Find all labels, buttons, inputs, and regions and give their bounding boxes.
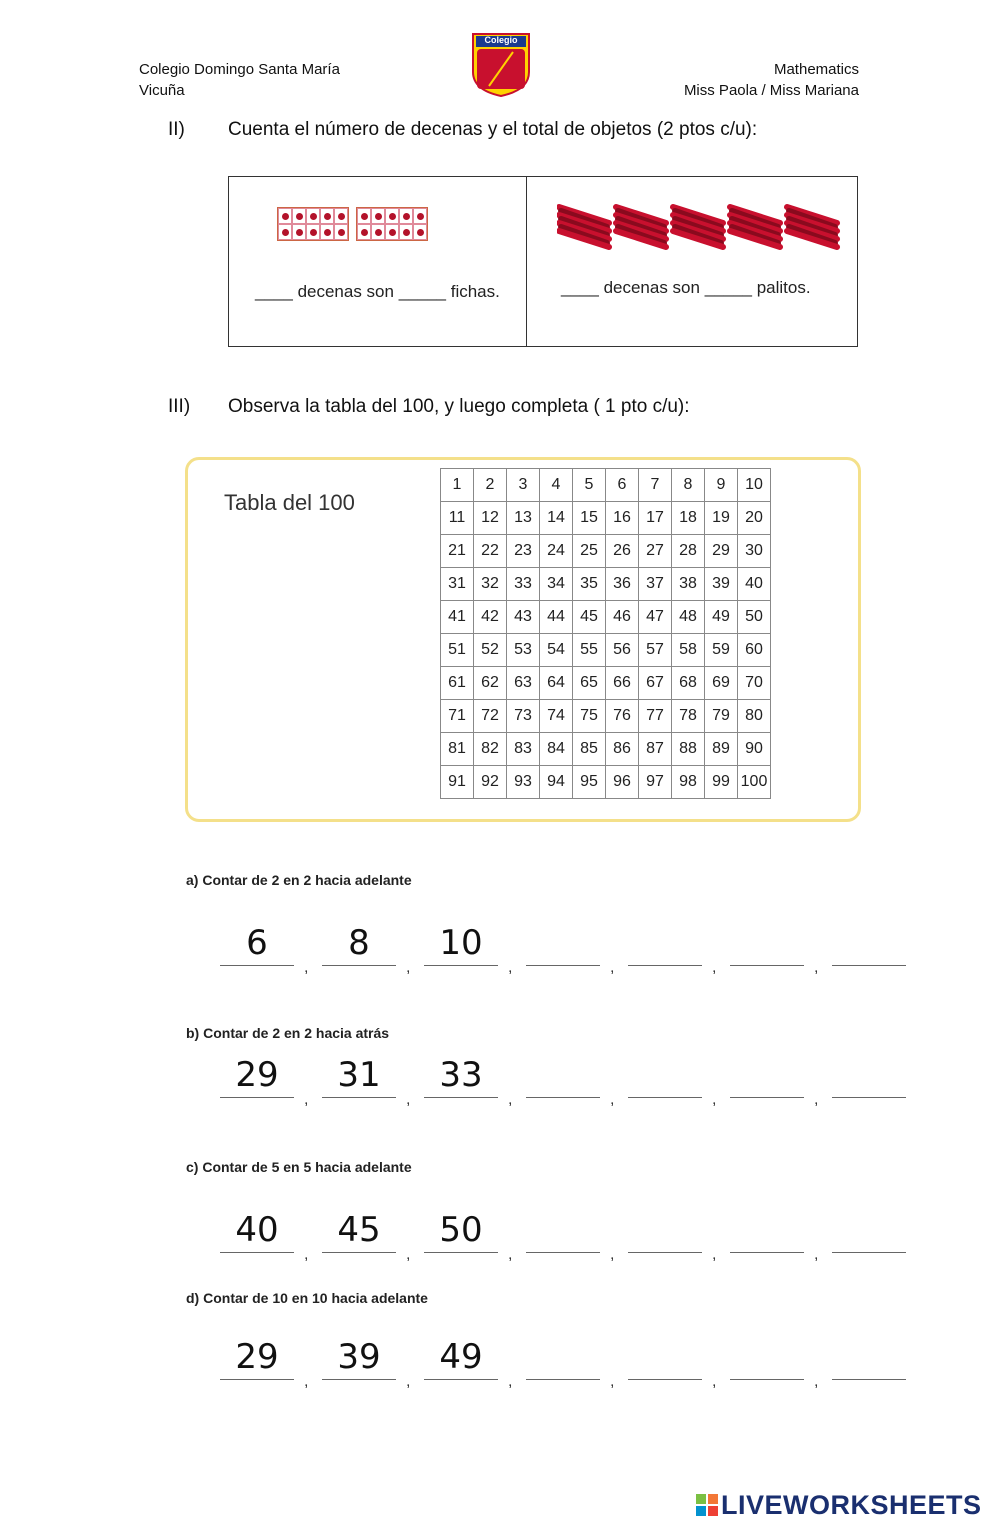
ten-frames (277, 207, 428, 241)
answer-blank[interactable] (628, 1210, 702, 1253)
total-blank[interactable]: _____ (398, 282, 446, 301)
comma-separator: , (712, 1246, 717, 1263)
palitos-sentence (561, 278, 811, 298)
hundred-table-cell: 52 (474, 634, 507, 667)
comma-separator: , (508, 1091, 513, 1108)
answer-blank[interactable] (730, 1210, 804, 1253)
answer-blank[interactable] (526, 1337, 600, 1380)
hundred-table-row (441, 766, 771, 799)
hundred-table-cell: 55 (573, 634, 606, 667)
comma-separator: , (610, 1091, 615, 1108)
hundred-table-cell: 41 (441, 601, 474, 634)
stick-bundle (787, 207, 837, 247)
hundred-table-cell: 45 (573, 601, 606, 634)
hundred-table-cell: 80 (738, 700, 771, 733)
fichas-sentence (255, 282, 500, 302)
hundred-table-cell: 2 (474, 469, 507, 502)
hundred-table-cell: 5 (573, 469, 606, 502)
hundred-table-cell: 58 (672, 634, 705, 667)
tens-label: decenas son (297, 282, 394, 301)
stick-bundle (616, 207, 666, 247)
hundred-table-cell: 82 (474, 733, 507, 766)
hundred-table-cell: 7 (639, 469, 672, 502)
hundred-table-cell: 61 (441, 667, 474, 700)
tens-label: decenas son (603, 278, 700, 297)
hundred-table-cell: 64 (540, 667, 573, 700)
hundred-table-cell: 50 (738, 601, 771, 634)
hundred-table-cell: 85 (573, 733, 606, 766)
hundred-table-cell: 70 (738, 667, 771, 700)
comma-separator: , (814, 1246, 819, 1263)
hundred-table-row (441, 568, 771, 601)
hundred-table-cell: 79 (705, 700, 738, 733)
hundred-table-cell: 78 (672, 700, 705, 733)
hundred-table-cell: 13 (507, 502, 540, 535)
given-number: 31 (322, 1055, 396, 1098)
section2-title: Cuenta el número de decenas y el total de objetos (2 ptos c/u): (228, 119, 758, 140)
tens-blank[interactable]: ____ (255, 282, 293, 301)
ten-frame (356, 207, 428, 241)
hundred-table-cell: 96 (606, 766, 639, 799)
palitos-label: palitos. (756, 278, 811, 297)
hundred-table-cell: 53 (507, 634, 540, 667)
hundred-table-cell: 18 (672, 502, 705, 535)
fichas-label: fichas. (450, 282, 500, 301)
hundred-table-row (441, 634, 771, 667)
given-number: 10 (424, 923, 498, 966)
hundred-table-cell: 69 (705, 667, 738, 700)
hundred-table-cell: 37 (639, 568, 672, 601)
hundred-table-cell: 10 (738, 469, 771, 502)
hundred-table-cell: 11 (441, 502, 474, 535)
hundred-table-cell: 6 (606, 469, 639, 502)
given-number: 29 (220, 1055, 294, 1098)
given-number: 40 (220, 1210, 294, 1253)
logo-text: Colegio (484, 35, 518, 45)
school-logo (471, 32, 531, 98)
school-name: Colegio Domingo Santa María (139, 61, 340, 78)
hundred-table-cell: 76 (606, 700, 639, 733)
hundred-table-row (441, 502, 771, 535)
given-number: 49 (424, 1337, 498, 1380)
comma-separator: , (304, 1091, 309, 1108)
tens-blank[interactable]: ____ (561, 278, 599, 297)
hundred-table-cell: 42 (474, 601, 507, 634)
hundred-table-cell: 74 (540, 700, 573, 733)
hundred-table-cell: 46 (606, 601, 639, 634)
hundred-table-cell: 25 (573, 535, 606, 568)
hundred-table-cell: 73 (507, 700, 540, 733)
hundred-table-cell: 86 (606, 733, 639, 766)
exercise-label: d) Contar de 10 en 10 hacia adelante (186, 1290, 428, 1306)
hundred-table-cell: 75 (573, 700, 606, 733)
comma-separator: , (712, 1091, 717, 1108)
hundred-table-cell: 84 (540, 733, 573, 766)
section3-numeral: III) (168, 396, 191, 417)
given-number: 45 (322, 1210, 396, 1253)
answer-blank[interactable] (730, 1337, 804, 1380)
hundred-table-cell: 89 (705, 733, 738, 766)
given-number: 6 (220, 923, 294, 966)
stick-bundles (557, 201, 847, 258)
hundred-table-cell: 19 (705, 502, 738, 535)
hundred-table-cell: 97 (639, 766, 672, 799)
hundred-table-cell: 17 (639, 502, 672, 535)
hundred-table-cell: 47 (639, 601, 672, 634)
hundred-table-cell: 30 (738, 535, 771, 568)
given-number: 39 (322, 1337, 396, 1380)
given-number: 50 (424, 1210, 498, 1253)
given-number: 29 (220, 1337, 294, 1380)
comma-separator: , (304, 959, 309, 976)
hundred-table (440, 468, 771, 799)
hundred-table-cell: 8 (672, 469, 705, 502)
hundred-table-cell: 88 (672, 733, 705, 766)
hundred-table-cell: 65 (573, 667, 606, 700)
comma-separator: , (406, 1373, 411, 1390)
hundred-table-cell: 90 (738, 733, 771, 766)
hundred-table-cell: 99 (705, 766, 738, 799)
exercise-label: c) Contar de 5 en 5 hacia adelante (186, 1159, 412, 1175)
hundred-table-cell: 26 (606, 535, 639, 568)
hundred-table-cell: 57 (639, 634, 672, 667)
hundred-table-cell: 24 (540, 535, 573, 568)
hundred-table-cell: 15 (573, 502, 606, 535)
comma-separator: , (814, 1091, 819, 1108)
comma-separator: , (406, 1091, 411, 1108)
liveworksheets-logo (696, 1490, 982, 1521)
hundred-table-cell: 71 (441, 700, 474, 733)
hundred-table-cell: 34 (540, 568, 573, 601)
comma-separator: , (610, 1246, 615, 1263)
comma-separator: , (508, 1246, 513, 1263)
stick-bundle (673, 207, 723, 247)
section3-title: Observa la tabla del 100, y luego completa ( 1 pto c/u): (228, 396, 690, 417)
comma-separator: , (712, 959, 717, 976)
answer-blank[interactable] (832, 1337, 906, 1380)
hundred-table-cell: 36 (606, 568, 639, 601)
hundred-table-row (441, 601, 771, 634)
answer-blank[interactable] (832, 923, 906, 966)
teachers: Miss Paola / Miss Mariana (683, 82, 859, 99)
hundred-table-cell: 63 (507, 667, 540, 700)
answer-blank[interactable] (526, 1210, 600, 1253)
comma-separator: , (304, 1373, 309, 1390)
hundred-table-cell: 29 (705, 535, 738, 568)
hundred-table-cell: 93 (507, 766, 540, 799)
hundred-table-cell: 83 (507, 733, 540, 766)
answer-blank[interactable] (628, 1337, 702, 1380)
stick-bundle (730, 207, 780, 247)
answer-blank[interactable] (730, 1055, 804, 1098)
answer-blank[interactable] (526, 1055, 600, 1098)
hundred-table-cell: 59 (705, 634, 738, 667)
subject: Mathematics (773, 61, 859, 78)
hundred-table-cell: 66 (606, 667, 639, 700)
hundred-table-cell: 67 (639, 667, 672, 700)
school-city: Vicuña (139, 82, 185, 99)
hundred-table-cell: 38 (672, 568, 705, 601)
hundred-table-cell: 51 (441, 634, 474, 667)
comma-separator: , (610, 959, 615, 976)
hundred-table-cell: 77 (639, 700, 672, 733)
hundred-table-cell: 16 (606, 502, 639, 535)
comma-separator: , (712, 1373, 717, 1390)
hundred-table-cell: 60 (738, 634, 771, 667)
hundred-table-cell: 62 (474, 667, 507, 700)
answer-blank[interactable] (832, 1055, 906, 1098)
comma-separator: , (508, 1373, 513, 1390)
hundred-table-cell: 49 (705, 601, 738, 634)
hundred-table-cell: 31 (441, 568, 474, 601)
hundred-table-cell: 40 (738, 568, 771, 601)
hundred-table-cell: 4 (540, 469, 573, 502)
hundred-table-cell: 44 (540, 601, 573, 634)
hundred-table-row (441, 469, 771, 502)
hundred-table-row (441, 667, 771, 700)
answer-blank[interactable] (526, 923, 600, 966)
hundred-table-row (441, 700, 771, 733)
comma-separator: , (814, 1373, 819, 1390)
hundred-table-cell: 33 (507, 568, 540, 601)
comma-separator: , (304, 1246, 309, 1263)
hundred-table-cell: 39 (705, 568, 738, 601)
total-blank[interactable]: _____ (704, 278, 752, 297)
comma-separator: , (406, 959, 411, 976)
answer-blank[interactable] (628, 1055, 702, 1098)
hundred-table-cell: 94 (540, 766, 573, 799)
comma-separator: , (406, 1246, 411, 1263)
hundred-table-cell: 100 (738, 766, 771, 799)
answer-blank[interactable] (832, 1210, 906, 1253)
hundred-table-cell: 43 (507, 601, 540, 634)
hundred-table-cell: 54 (540, 634, 573, 667)
hundred-table-cell: 81 (441, 733, 474, 766)
hundred-table-cell: 56 (606, 634, 639, 667)
comma-separator: , (814, 959, 819, 976)
hundred-table-cell: 28 (672, 535, 705, 568)
comma-separator: , (508, 959, 513, 976)
hundred-table-cell: 32 (474, 568, 507, 601)
given-number: 8 (322, 923, 396, 966)
hundred-table-row (441, 733, 771, 766)
answer-blank[interactable] (730, 923, 804, 966)
hundred-table-cell: 35 (573, 568, 606, 601)
hundred-table-cell: 91 (441, 766, 474, 799)
hundred-table-title: Tabla del 100 (224, 490, 355, 515)
hundred-table-cell: 22 (474, 535, 507, 568)
hundred-table-cell: 23 (507, 535, 540, 568)
hundred-table-cell: 92 (474, 766, 507, 799)
liveworksheets-icon (696, 1492, 718, 1514)
hundred-table-cell: 3 (507, 469, 540, 502)
hundred-table-cell: 98 (672, 766, 705, 799)
exercise-label: b) Contar de 2 en 2 hacia atrás (186, 1025, 390, 1041)
ten-frame (277, 207, 349, 241)
hundred-table-cell: 20 (738, 502, 771, 535)
answer-blank[interactable] (628, 923, 702, 966)
hundred-table-cell: 27 (639, 535, 672, 568)
exercise-label: a) Contar de 2 en 2 hacia adelante (186, 872, 412, 888)
hundred-table-row (441, 535, 771, 568)
section2-box (228, 176, 858, 347)
hundred-table-cell: 48 (672, 601, 705, 634)
given-number: 33 (424, 1055, 498, 1098)
hundred-table-cell: 21 (441, 535, 474, 568)
section2-numeral: II) (168, 119, 185, 140)
hundred-table-cell: 1 (441, 469, 474, 502)
hundred-table-cell: 68 (672, 667, 705, 700)
liveworksheets-text: LIVEWORKSHEETS (721, 1490, 982, 1520)
hundred-table-cell: 9 (705, 469, 738, 502)
hundred-table-cell: 14 (540, 502, 573, 535)
hundred-table-cell: 72 (474, 700, 507, 733)
hundred-table-cell: 95 (573, 766, 606, 799)
hundred-table-cell: 12 (474, 502, 507, 535)
hundred-table-cell: 87 (639, 733, 672, 766)
comma-separator: , (610, 1373, 615, 1390)
stick-bundle (559, 207, 609, 247)
